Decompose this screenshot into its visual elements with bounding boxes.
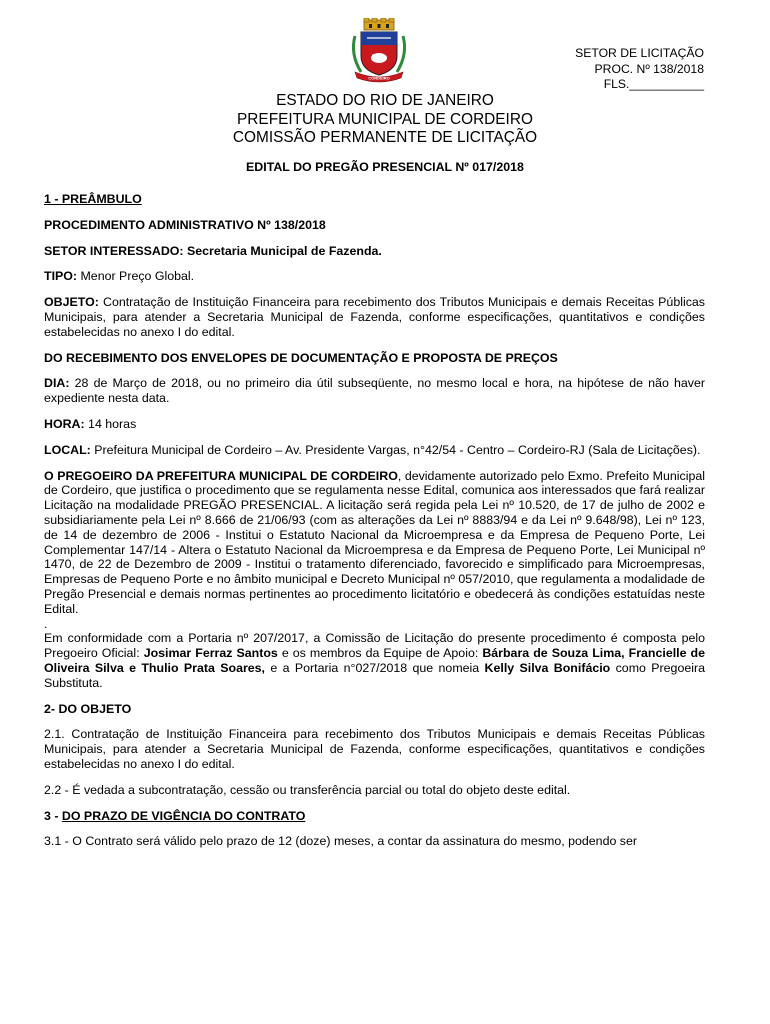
- dia-paragraph: [44, 376, 705, 406]
- setor-line: SETOR DE LICITAÇÃO: [575, 46, 704, 60]
- proc-number-line: PROC. Nº 138/2018: [594, 61, 704, 76]
- tipo-label: TIPO:: [44, 269, 78, 284]
- hora-label: HORA:: [44, 416, 85, 431]
- local-label: LOCAL:: [44, 442, 91, 457]
- portaria-text-3: e a Portaria n°027/2018 que nomeia: [265, 660, 485, 675]
- prazo-heading-title: DO PRAZO DE VIGÊNCIA DO CONTRATO: [61, 808, 306, 823]
- pregoeira-substituta-name: Kelly Silva Bonifácio: [484, 660, 611, 675]
- clause-2-2: 2.2 - É vedada a subcontratação, cessão ou transferência parcial ou total do objeto deste edital.: [44, 782, 571, 797]
- separator-dot: .: [44, 616, 48, 631]
- municipal-crest-logo: [347, 18, 411, 84]
- portaria-paragraph: [44, 631, 705, 690]
- edital-title: EDITAL DO PREGÃO PRESENCIAL Nº 017/2018: [246, 160, 524, 174]
- clause-3-1: 3.1 - O Contrato será válido pelo prazo de 12 (doze) meses, a contar da assinatura do mesmo, podendo ser: [44, 834, 638, 849]
- pregoeiro-oficial-name: Josimar Ferraz Santos: [143, 646, 278, 661]
- organization-header: [0, 92, 770, 148]
- recebimento-heading: DO RECEBIMENTO DOS ENVELOPES DE DOCUMENTAÇÃO E PROPOSTA DE PREÇOS: [44, 350, 558, 365]
- hora-paragraph: [44, 417, 705, 432]
- document-body: [44, 192, 705, 860]
- prazo-section-heading: [44, 809, 705, 824]
- tipo-value: Menor Preço Global.: [77, 269, 195, 284]
- dia-label: DIA:: [44, 376, 70, 391]
- pregoeiro-text: , devidamente autorizado pelo Exmo. Prefeito Municipal de Cordeiro, que justifica o procedimento que se regulamenta nesse Edital, comunica aos interessados que fará realizar Licitação na modalidade PREGÃO PRESENCIAL. A licitação será regida pela Lei nº 10.520, de 17 de julho de 2002 e subsidiariamente pela Lei nº 8.666 de 21/06/93 (com as alterações da Lei nº 8883/94 e da Lei nº 9.648/98), Lei nº 123, de 14 de dezembro de 2006 - Institui o Estatuto Nacional da Microempresa e da Empresa de Pequeno Porte, Lei Complementar 147/14 - Altera o Estatuto Nacional da Microempresa e da Empresa de Pequeno Porte, Lei Municipal nº 1470, de 22 de Dezembro de 2009 - Institui o tratamento diferenciado, favorecido e simplificado para Microempresas, Empresas de Pequeno Porte e no âmbito municipal e Decreto Municipal nº 057/2010, que regulamenta a modalidade de Pregão Presencial e demais normas pertinentes ao procedimento licitatório e obedecerá às condições estatuídas neste Edital.: [44, 468, 705, 616]
- fls-line: FLS.___________: [603, 77, 704, 91]
- preambulo-heading: 1 - PREÂMBULO: [44, 192, 142, 206]
- setor-licitacao-block: [575, 46, 704, 93]
- local-paragraph: [44, 443, 705, 458]
- equipe-apoio-names: Bárbara de Souza Lima, Francielle de Oliveira Silva e Thulio Prata Soares,: [44, 646, 705, 675]
- hora-text: 14 horas: [84, 416, 137, 431]
- objeto-text: Contratação de Instituição Financeira para recebimento dos Tributos Municipais e demais Receitas Públicas Municipais, para atender a Secretaria Municipal de Fazenda, conforme especificações, quantitativos e condições estabelecidas no anexo I do edital.: [44, 295, 705, 339]
- pregoeiro-bold: O PREGOEIRO DA PREFEITURA MUNICIPAL DE CORDEIRO: [44, 468, 398, 483]
- portaria-text-1: Em conformidade com a Portaria nº 207/2017, a Comissão de Licitação do presente procedimento é composta pelo Pregoeiro Oficial:: [44, 631, 705, 661]
- pregoeiro-paragraph: [44, 469, 705, 617]
- comissao-name: COMISSÃO PERMANENTE DE LICITAÇÃO: [232, 129, 538, 146]
- portaria-text-2: e os membros da Equipe de Apoio:: [277, 646, 483, 661]
- prazo-heading-prefix: 3 -: [44, 808, 62, 823]
- tipo-paragraph: [44, 269, 705, 284]
- objeto-paragraph: [44, 295, 705, 339]
- clause-2-1: 2.1. Contratação de Instituição Financeira para recebimento dos Tributos Municipais e demais Receitas Públicas Municipais, para atender a Secretaria Municipal de Fazenda, conforme especificações, quantitativos e condições estabelecidas no anexo I do edital.: [44, 727, 705, 771]
- local-text: Prefeitura Municipal de Cordeiro – Av. Presidente Vargas, n°42/54 - Centro – Cordeiro-RJ (Sala de Licitações).: [90, 442, 701, 457]
- crest-ribbon-label: CORDEIRO: [368, 75, 390, 81]
- portaria-text-4: como Pregoeira Substituta.: [44, 660, 705, 690]
- objeto-label: OBJETO:: [44, 295, 99, 310]
- dia-text: 28 de Março de 2018, ou no primeiro dia útil subseqüente, no mesmo local e hora, na hipótese de não haver expediente nesta data.: [44, 376, 705, 406]
- prefeitura-name: PREFEITURA MUNICIPAL DE CORDEIRO: [237, 110, 533, 128]
- procedimento-line: PROCEDIMENTO ADMINISTRATIVO Nº 138/2018: [44, 217, 326, 232]
- setor-interessado-line: SETOR INTERESSADO: Secretaria Municipal de Fazenda.: [44, 243, 382, 258]
- state-name: ESTADO DO RIO DE JANEIRO: [276, 92, 494, 109]
- objeto-section-heading: 2- DO OBJETO: [44, 701, 132, 716]
